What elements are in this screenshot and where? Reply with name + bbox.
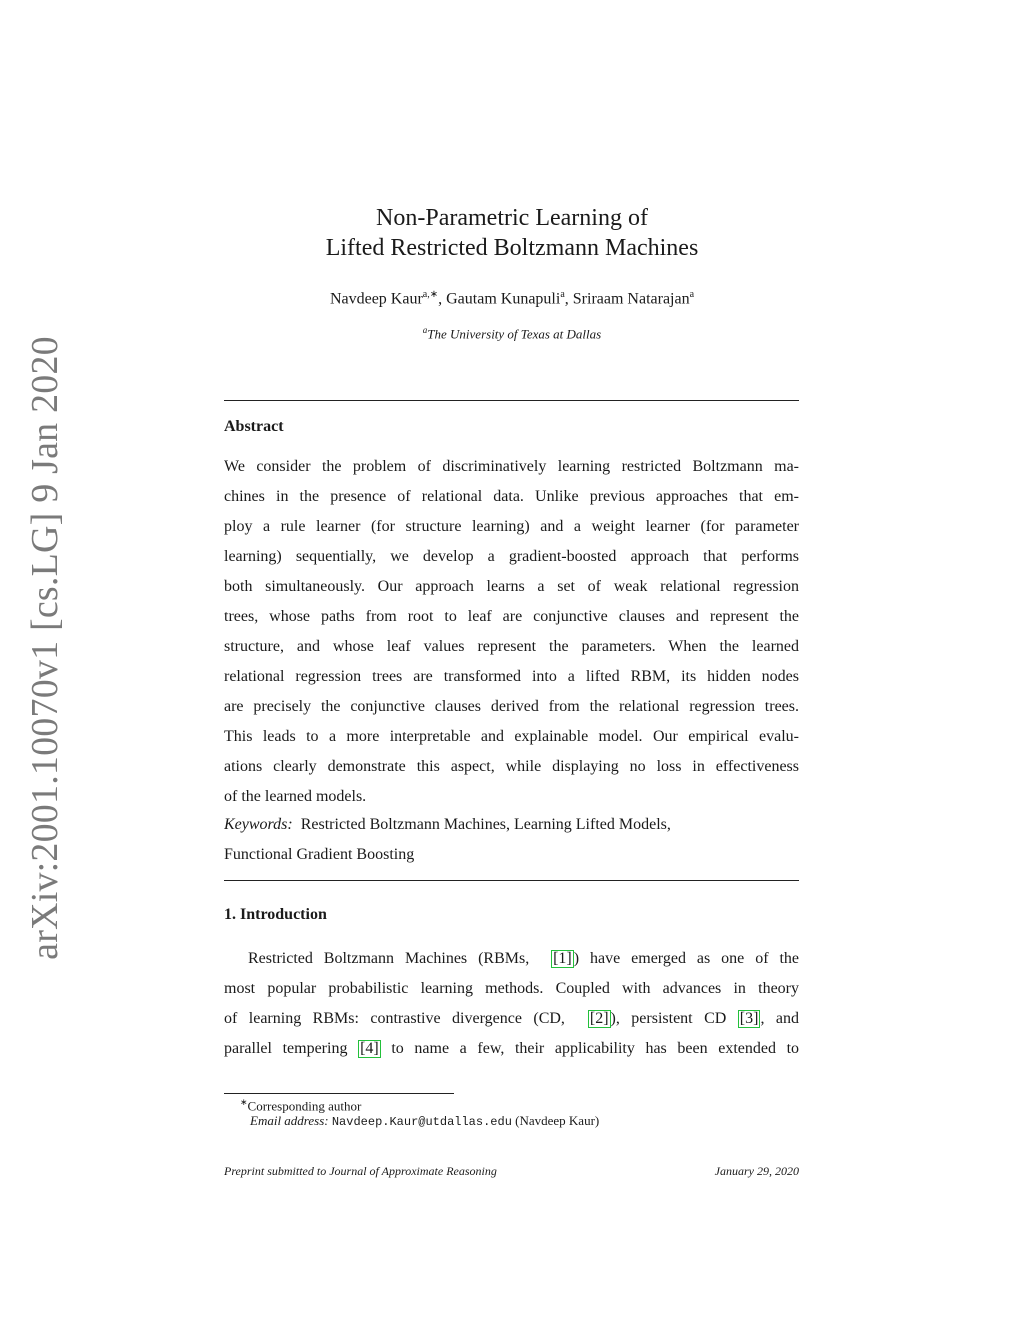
- abstract-line: This leads to a more interpretable and explainable model. Our empirical evalu-: [224, 728, 799, 745]
- citation-link[interactable]: [1]: [553, 950, 572, 967]
- keywords-label: Keywords:: [224, 816, 293, 833]
- intro-text: , and: [760, 1010, 799, 1027]
- abstract-line: chines in the presence of relational data. Unlike previous approaches that em-: [224, 488, 799, 505]
- author-separator: ,: [438, 290, 447, 308]
- intro-line: most popular probabilistic learning methods. Coupled with advances in theory: [224, 980, 799, 997]
- keywords-text: Restricted Boltzmann Machines, Learning Lifted Models,: [300, 816, 671, 833]
- abstract-line: ploy a rule learner (for structure learning) and a weight learner (for parameter: [224, 518, 799, 535]
- abstract-line: ations clearly demonstrate this aspect, while displaying no loss in effectiveness: [224, 758, 799, 775]
- arxiv-identifier-stamp: arXiv:2001.10070v1 [cs.LG] 9 Jan 2020: [24, 336, 66, 960]
- abstract-line: relational regression trees are transformed into a lifted RBM, its hidden nodes: [224, 668, 799, 685]
- author-name: Sriraam Natarajan: [572, 290, 690, 308]
- author-affiliation-mark: a: [689, 289, 695, 300]
- title-line-1: Non-Parametric Learning of: [376, 205, 648, 231]
- footnote-marker: ∗: [240, 1097, 248, 1107]
- intro-text: ) have emerged as one of the: [573, 950, 799, 967]
- intro-line: [224, 1004, 799, 1034]
- author-name: Gautam Kunapuli: [446, 290, 561, 308]
- abstract-line: both simultaneously. Our approach learns a set of weak relational regression: [224, 578, 799, 595]
- intro-line: [224, 1034, 799, 1064]
- footnote-rule: [224, 1093, 454, 1094]
- introduction-body: [224, 944, 799, 1064]
- email-owner: (Navdeep Kaur): [515, 1113, 600, 1128]
- author-list: [0, 289, 1024, 308]
- footnote-corresponding: [240, 1097, 361, 1114]
- citation-link[interactable]: [2]: [589, 1010, 609, 1027]
- abstract-line: of the learned models.: [224, 788, 367, 805]
- email-label: Email address:: [250, 1113, 329, 1128]
- intro-line: [224, 944, 799, 974]
- footnote-email: [250, 1113, 599, 1129]
- keywords: [224, 810, 799, 870]
- intro-text: parallel tempering: [224, 1040, 348, 1057]
- abstract-line: trees, whose paths from root to leaf are conjunctive clauses and represent the: [224, 608, 799, 625]
- abstract-body: [224, 452, 799, 812]
- affiliation: [0, 325, 1024, 342]
- abstract-line: structure, and whose leaf values represent the parameters. When the learned: [224, 638, 799, 655]
- affiliation-mark: a: [422, 325, 428, 335]
- title-line-2: Lifted Restricted Boltzmann Machines: [325, 235, 699, 261]
- abstract-line: are precisely the conjunctive clauses derived from the relational regression trees.: [224, 698, 799, 715]
- intro-text: ), persistent CD: [610, 1010, 727, 1027]
- abstract-line: We consider the problem of discriminatively learning restricted Boltzmann ma-: [224, 458, 799, 475]
- abstract-heading: Abstract: [224, 418, 284, 435]
- intro-text: Restricted Boltzmann Machines (RBMs,: [248, 950, 530, 967]
- author-name: Navdeep Kaur: [329, 290, 423, 308]
- citation-link[interactable]: [4]: [360, 1040, 379, 1057]
- email-address-link[interactable]: Navdeep.Kaur@utdallas.edu: [331, 1115, 512, 1129]
- keywords-line-1: [224, 810, 799, 840]
- introduction-heading: 1. Introduction: [224, 906, 327, 923]
- footnote-text: Corresponding author: [247, 1098, 362, 1114]
- preprint-note: Preprint submitted to Journal of Approximate Reasoning: [224, 1164, 497, 1178]
- abstract-top-rule: [224, 400, 799, 401]
- author-separator: ,: [564, 290, 573, 308]
- abstract-line: learning) sequentially, we develop a gradient-boosted approach that performs: [224, 548, 799, 565]
- author-affiliation-mark: a: [560, 289, 565, 300]
- abstract-bottom-rule: [224, 880, 799, 881]
- author-affiliation-mark: a,∗: [422, 289, 439, 300]
- paper-title: [0, 203, 1024, 263]
- submission-date: January 29, 2020: [714, 1164, 799, 1178]
- intro-text: to name a few, their applicability has been extended to: [391, 1040, 799, 1057]
- intro-text: of learning RBMs: contrastive divergence (CD,: [224, 1010, 565, 1027]
- keywords-line-2: Functional Gradient Boosting: [224, 846, 415, 863]
- citation-link[interactable]: [3]: [739, 1010, 759, 1027]
- affiliation-text: The University of Texas at Dallas: [427, 326, 602, 342]
